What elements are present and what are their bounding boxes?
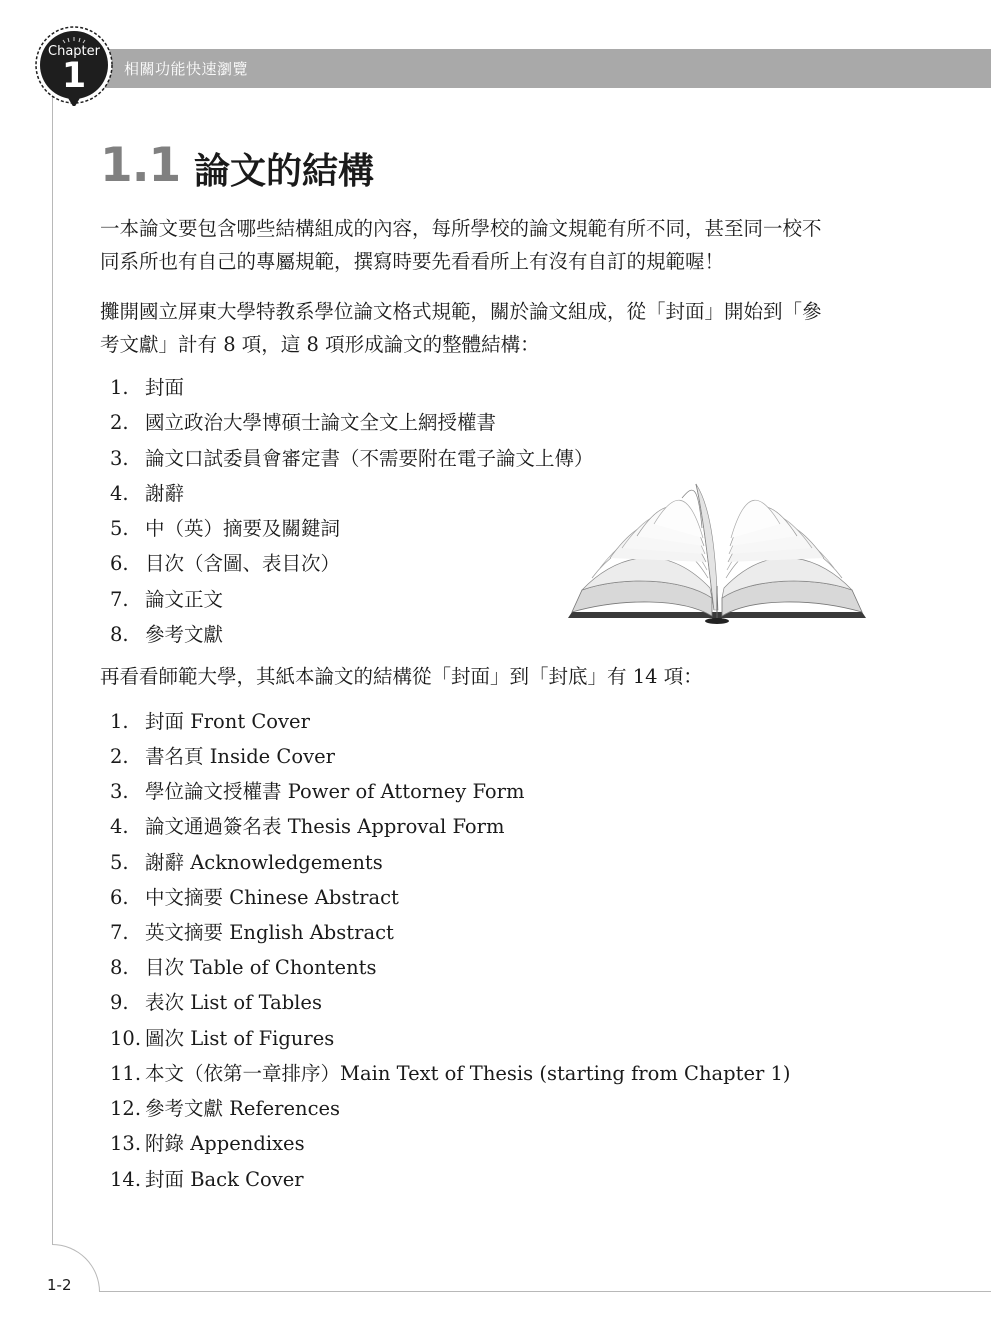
paragraph-ntnu-line-1: 再看看師範大學，其紙本論文的結構從「封面」到「封底」有 14 項： (100, 665, 703, 688)
list-item-text: 國立政治大學博碩士論文全文上網授權書 (145, 411, 497, 434)
list-item-text: 參考文獻 References (145, 1097, 341, 1120)
list-item-text: 英文摘要 English Abstract (145, 921, 394, 944)
list-item (100, 622, 223, 648)
list-item-text: 中（英）摘要及關鍵詞 (145, 517, 341, 540)
list-item-number: 7. (110, 588, 129, 611)
list-item-number: 12. (110, 1097, 142, 1120)
list-item (100, 481, 184, 507)
list-item-number: 5. (110, 517, 129, 540)
list-item (100, 1061, 791, 1087)
list-item-text: 附錄 Appendixes (145, 1132, 305, 1155)
list-item (100, 779, 524, 805)
list-item-text: 論文通過簽名表 Thesis Approval Form (145, 815, 505, 838)
list-item (100, 446, 594, 472)
list-item-text: 參考文獻 (145, 623, 224, 646)
list-item (100, 744, 335, 770)
list-item-number: 7. (110, 921, 129, 944)
page-number: 1-2 (47, 1276, 72, 1294)
list-item (100, 1167, 304, 1193)
list-item (100, 955, 377, 981)
section-title: 論文的結構 (194, 151, 375, 192)
list-item-number: 14. (110, 1168, 142, 1191)
list-item-text: 封面 Back Cover (145, 1168, 304, 1191)
list-item-number: 6. (110, 552, 129, 575)
list-item-text: 中文摘要 Chinese Abstract (145, 886, 399, 909)
list-item (100, 850, 383, 876)
list-item (100, 551, 340, 577)
list-item-text: 論文正文 (145, 588, 224, 611)
list-item-text: 謝辭 (145, 482, 185, 505)
list-item (100, 1131, 305, 1157)
list-item (100, 990, 322, 1016)
paragraph-pingtung-line-1: 攤開國立屏東大學特教系學位論文格式規範，關於論文組成，從「封面」開始到「參 (100, 300, 822, 323)
list-item-text: 封面 (145, 376, 185, 399)
list-item (100, 375, 184, 401)
running-title: 相關功能快速瀏覽 (124, 60, 249, 78)
list-item (100, 1026, 334, 1052)
list-item-number: 13. (110, 1132, 142, 1155)
list-item-number: 8. (110, 623, 129, 646)
section-number: 1.1 (100, 138, 181, 193)
list-item-text: 學位論文授權書 Power of Attorney Form (145, 780, 525, 803)
list-item (100, 814, 504, 840)
list-item (100, 885, 399, 911)
chapter-number: 1 (61, 56, 87, 96)
list-item-number: 10. (110, 1027, 142, 1050)
list-item-number: 6. (110, 886, 129, 909)
list-item (100, 410, 496, 436)
list-item-number: 8. (110, 956, 129, 979)
open-book-icon (562, 478, 872, 628)
list-item-number: 11. (110, 1062, 142, 1085)
paragraph-intro-line-1: 一本論文要包含哪些結構組成的內容，每所學校的論文規範有所不同，甚至同一校不 (100, 217, 822, 240)
list-item-number: 2. (110, 745, 129, 768)
paragraph-pingtung-line-2: 考文獻」計有 8 項，這 8 項形成論文的整體結構： (100, 333, 540, 356)
chapter-label: Chapter (48, 44, 100, 59)
list-item-text: 圖次 List of Figures (145, 1027, 335, 1050)
list-item-number: 1. (110, 710, 129, 733)
list-item (100, 516, 340, 542)
list-item-number: 2. (110, 411, 129, 434)
list-item-number: 5. (110, 851, 129, 874)
list-item-number: 9. (110, 991, 129, 1014)
list-item (100, 1096, 340, 1122)
list-item-text: 書名頁 Inside Cover (145, 745, 335, 768)
list-item-text: 目次（含圖、表目次） (145, 552, 341, 575)
list-item-number: 4. (110, 815, 129, 838)
list-item-text: 目次 Table of Chontents (145, 956, 377, 979)
list-item-text: 論文口試委員會審定書（不需要附在電子論文上傳） (145, 447, 594, 470)
list-item-number: 3. (110, 447, 129, 470)
list-item-number: 1. (110, 376, 129, 399)
paragraph-intro-line-2: 同系所也有自己的專屬規範，撰寫時要先看看所上有沒有自訂的規範喔！ (100, 250, 725, 273)
list-item-text: 封面 Front Cover (145, 710, 310, 733)
list-item (100, 587, 223, 613)
list-item-text: 謝辭 Acknowledgements (145, 851, 383, 874)
list-item (100, 920, 394, 946)
list-item-text: 表次 List of Tables (145, 991, 322, 1014)
list-item-number: 4. (110, 482, 129, 505)
list-item-number: 3. (110, 780, 129, 803)
list-item (100, 709, 310, 735)
list-item-text: 本文（依第一章排序）Main Text of Thesis (starting from Chapter 1) (145, 1062, 791, 1085)
